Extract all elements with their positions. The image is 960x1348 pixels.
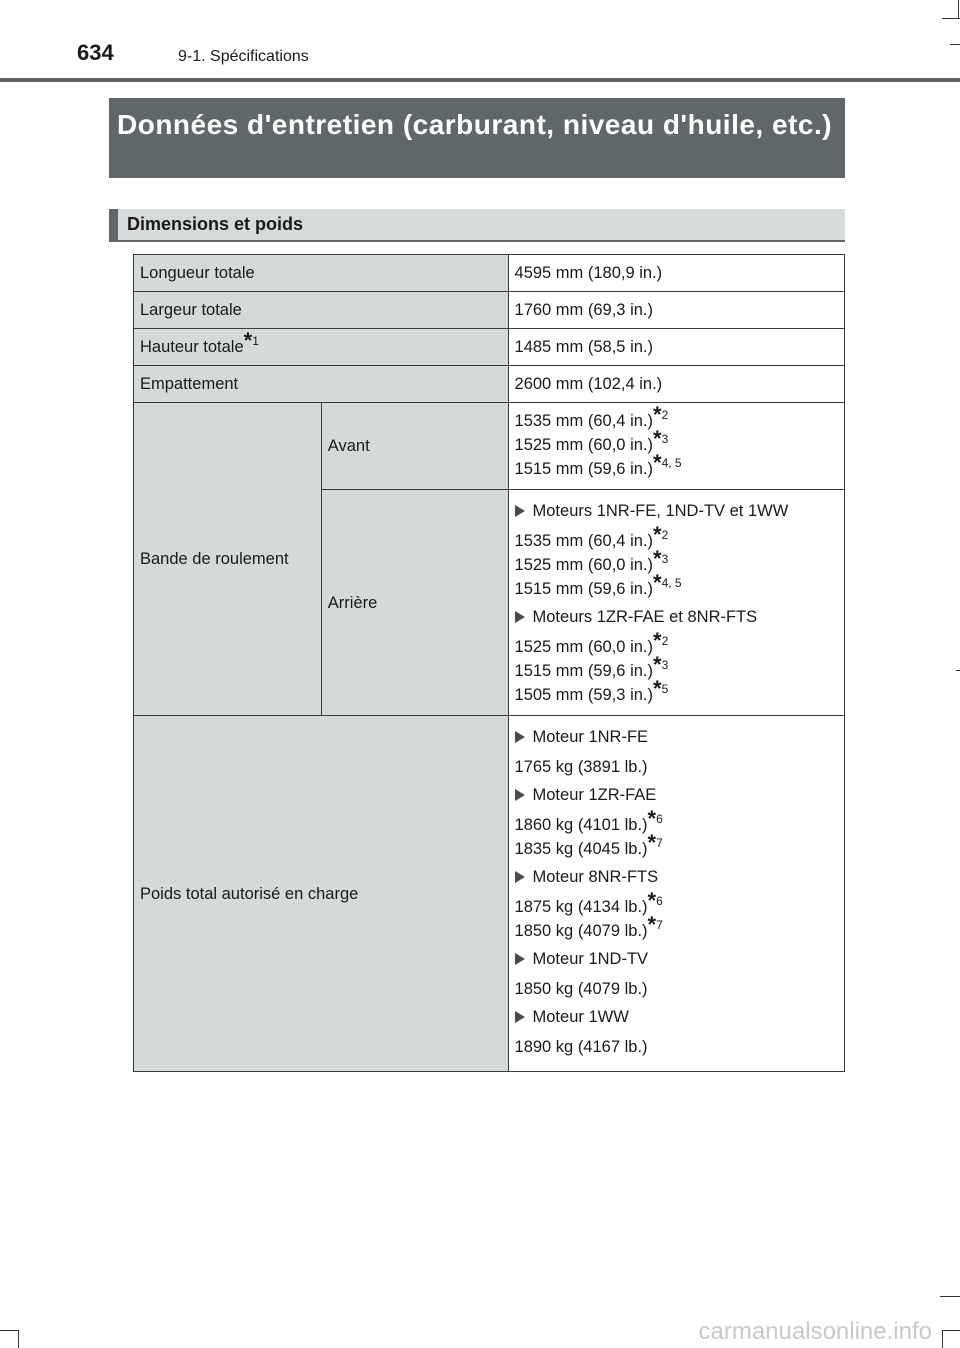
footnote-star: * (653, 652, 662, 677)
value-text: 1535 mm (60,4 in.) (514, 532, 653, 550)
row-value: 2600 mm (102,4 in.) (508, 366, 844, 403)
value-lines (514, 888, 838, 943)
triangle-bullet-icon (515, 505, 525, 517)
value-line (514, 806, 838, 837)
crop-mark (0, 1330, 18, 1331)
footnote-ref (653, 425, 669, 451)
footnote-star: * (647, 912, 657, 937)
table-row (134, 366, 845, 403)
footnote-star: * (647, 888, 657, 913)
footnote-number: 7 (656, 918, 663, 932)
engine-heading (515, 499, 838, 523)
footnote-number: 2 (661, 407, 669, 422)
footnote-ref (653, 570, 682, 595)
footnote-ref (653, 522, 669, 547)
row-label-text: Hauteur totale (140, 338, 244, 356)
footnote-ref (653, 652, 669, 677)
value-line (514, 830, 838, 861)
engine-heading-text: Moteur 1WW (532, 1008, 629, 1026)
footnote-number: 6 (656, 894, 663, 908)
value-text: 1850 kg (4079 lb.) (514, 980, 648, 998)
value-line (515, 755, 838, 779)
footnote-number: 5 (661, 682, 669, 696)
value-text: 1765 kg (3891 lb.) (514, 758, 648, 776)
value-text: 1835 kg (4045 lb.) (514, 840, 648, 858)
crop-mark (950, 44, 960, 45)
footnote-star: * (653, 522, 662, 547)
footnote-ref (647, 830, 663, 855)
row-label (134, 329, 509, 366)
value-text: 1515 mm (59,6 in.) (514, 662, 653, 680)
value-line (514, 546, 838, 577)
footnote-number: 3 (661, 552, 669, 566)
engine-heading (515, 865, 838, 889)
footnote-number: 4, 5 (661, 576, 682, 590)
engine-heading-text: Moteur 1ND-TV (532, 950, 649, 968)
triangle-bullet-icon (515, 611, 525, 623)
value-line (514, 570, 838, 601)
footnote-ref (653, 546, 669, 571)
engine-heading-text: Moteur 1ZR-FAE (532, 786, 657, 804)
value-lines (514, 401, 838, 481)
footnote-star: * (653, 570, 662, 595)
crop-mark (18, 1330, 19, 1348)
footnote-ref (653, 628, 669, 653)
row-label: Largeur totale (134, 292, 509, 329)
row-label: Bande de roulement (134, 403, 322, 716)
header-rule (0, 78, 960, 82)
value-text: 1525 mm (60,0 in.) (514, 638, 653, 656)
value-text: 1525 mm (60,0 in.) (514, 435, 653, 454)
footnote-star: * (647, 830, 657, 855)
footnote-number: 1 (252, 334, 259, 348)
sub-label: Avant (321, 403, 508, 490)
value-line (514, 676, 838, 707)
value-line (514, 522, 838, 553)
footnote-ref (653, 401, 669, 427)
footnote-star: * (653, 676, 662, 701)
value-line (515, 977, 838, 1001)
footnote-number: 3 (661, 658, 669, 672)
footnote-star: * (647, 806, 657, 831)
footnote-star: * (653, 449, 662, 475)
row-value (508, 490, 844, 716)
triangle-bullet-icon (515, 789, 525, 801)
value-line (514, 401, 838, 433)
triangle-bullet-icon (515, 953, 525, 965)
triangle-bullet-icon (515, 1011, 525, 1023)
footnote-ref (653, 449, 682, 475)
main-title (109, 98, 845, 178)
engine-heading (515, 725, 838, 749)
main-title-text: Données d'entretien (carburant, niveau d'huile, etc.) (117, 109, 833, 140)
engine-heading (515, 783, 838, 807)
value-line (514, 628, 838, 659)
crop-mark (958, 0, 959, 18)
value-text: 1515 mm (59,6 in.) (514, 459, 653, 478)
value-text: 1875 kg (4134 lb.) (514, 898, 648, 916)
row-value: 1760 mm (69,3 in.) (508, 292, 844, 329)
value-line (514, 912, 838, 943)
footnote-number: 4, 5 (661, 455, 682, 470)
value-lines (514, 628, 838, 707)
value-text: 1535 mm (60,4 in.) (514, 411, 653, 430)
section-subtitle (109, 209, 845, 242)
row-value: 4595 mm (180,9 in.) (508, 255, 844, 292)
row-label: Empattement (134, 366, 509, 403)
value-text: 1860 kg (4101 lb.) (514, 816, 648, 834)
footnote-star: * (653, 546, 662, 571)
footnote-number: 3 (661, 431, 669, 446)
crop-mark (942, 1330, 943, 1348)
footnote-ref (647, 888, 663, 913)
section-label: 9-1. Spécifications (178, 48, 309, 65)
footnote-star: * (653, 628, 662, 653)
crop-mark (940, 1296, 960, 1297)
table-row (134, 403, 845, 490)
value-lines (515, 1035, 838, 1059)
footnote-star: * (653, 401, 662, 427)
row-value (508, 403, 844, 490)
footnote-ref (653, 676, 669, 701)
value-text: 1890 kg (4167 lb.) (514, 1038, 648, 1056)
engine-heading-text: Moteurs 1NR-FE, 1ND-TV et 1WW (532, 502, 789, 520)
value-line (514, 652, 838, 683)
value-line (514, 449, 838, 481)
table-row (134, 292, 845, 329)
value-lines (515, 977, 838, 1001)
value-lines (514, 522, 838, 601)
watermark: carmanualsonline.info (698, 1318, 932, 1345)
value-text: 1515 mm (59,6 in.) (514, 580, 653, 598)
value-text: 1525 mm (60,0 in.) (514, 556, 653, 574)
section-subtitle-text: Dimensions et poids (127, 214, 304, 234)
footnote-ref (243, 328, 259, 353)
footnote-star: * (243, 328, 253, 353)
engine-heading-text: Moteur 1NR-FE (532, 728, 649, 746)
dimensions-table (133, 254, 845, 1072)
engine-heading (515, 947, 838, 971)
footnote-number: 2 (661, 634, 669, 648)
value-line (515, 1035, 838, 1059)
value-line (514, 425, 838, 457)
footnote-number: 6 (656, 812, 663, 826)
value-line (514, 888, 838, 919)
footnote-ref (647, 806, 663, 831)
triangle-bullet-icon (515, 731, 525, 743)
footnote-ref (647, 912, 663, 937)
row-value: 1485 mm (58,5 in.) (508, 329, 844, 366)
row-label: Longueur totale (134, 255, 509, 292)
row-value (508, 716, 844, 1072)
value-lines (514, 806, 838, 861)
footnote-star: * (653, 425, 662, 451)
triangle-bullet-icon (515, 871, 525, 883)
table-row (134, 716, 845, 1072)
footnote-number: 2 (661, 528, 669, 542)
engine-heading (515, 1005, 838, 1029)
page-number: 634 (77, 40, 114, 65)
table-row (134, 255, 845, 292)
engine-heading-text: Moteur 8NR-FTS (532, 868, 659, 886)
engine-heading (515, 605, 838, 629)
crop-mark (942, 18, 960, 19)
value-text: 1850 kg (4079 lb.) (514, 922, 648, 940)
sub-label: Arrière (321, 490, 508, 716)
crop-mark (956, 670, 960, 671)
table-row (134, 329, 845, 366)
footnote-number: 7 (656, 836, 663, 850)
engine-heading-text: Moteurs 1ZR-FAE et 8NR-FTS (532, 608, 758, 626)
row-label: Poids total autorisé en charge (134, 716, 509, 1072)
value-text: 1505 mm (59,3 in.) (514, 686, 653, 704)
crop-mark (942, 1330, 960, 1331)
value-lines (515, 755, 838, 779)
